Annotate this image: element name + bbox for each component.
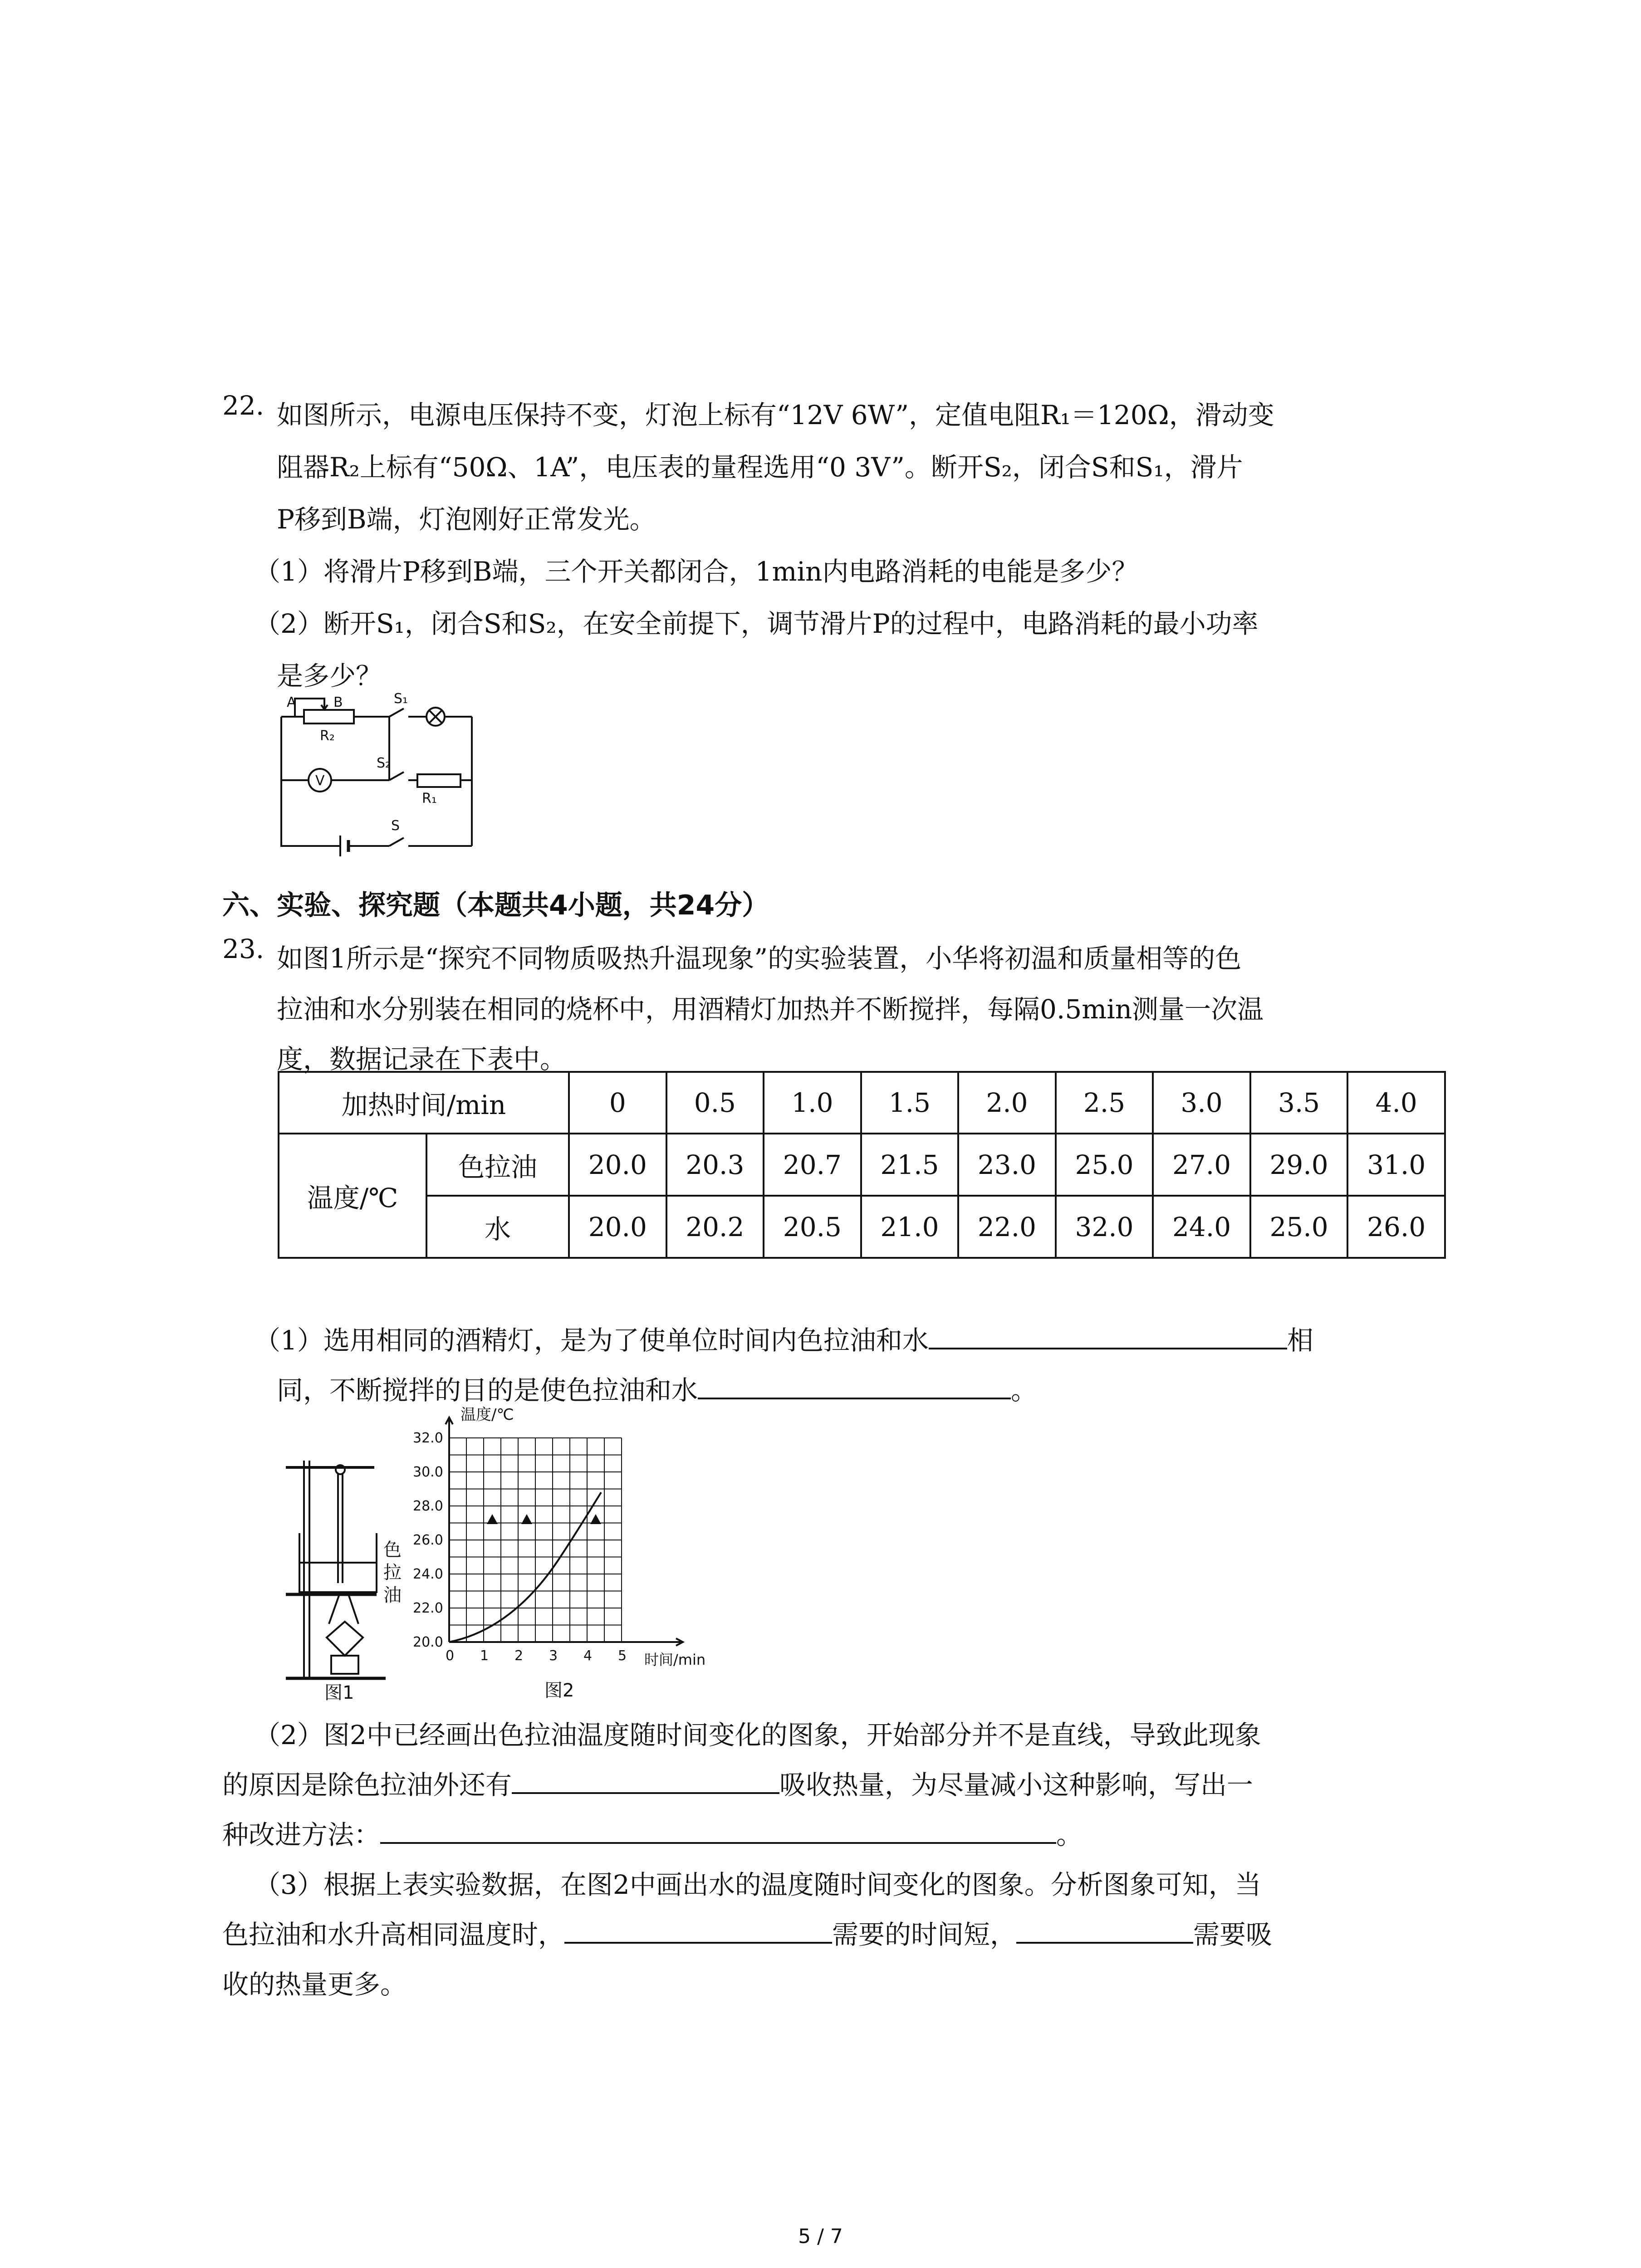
sub-question-2: （2）图2中已经画出色拉油温度随时间变化的图象，开始部分并不是直线，导致此现象: [254, 1720, 1261, 1750]
sub-question-2-cont: [222, 1810, 1447, 1860]
table-cell: 1.0: [764, 1072, 861, 1134]
table-cell: 4.0: [1347, 1072, 1445, 1134]
y-tick-label: 24.0: [413, 1566, 443, 1582]
table-cell: 23.0: [958, 1134, 1056, 1196]
sub-question-text: 。: [1056, 1819, 1083, 1850]
table-cell: 20.0: [569, 1196, 666, 1258]
figure-1-apparatus: [277, 1442, 413, 1701]
triangle-marker: [590, 1514, 601, 1524]
label-r1: R₁: [422, 791, 437, 807]
sub-question-text: 种改进方法：: [222, 1819, 381, 1850]
y-tick-label: 22.0: [413, 1600, 443, 1616]
x-axis-label: 时间/min: [644, 1651, 706, 1668]
table-cell: 25.0: [1056, 1134, 1153, 1196]
liquid-label: 油: [383, 1585, 402, 1606]
answer-blank[interactable]: [698, 1366, 1011, 1399]
answer-blank[interactable]: [380, 1810, 1056, 1844]
answer-blank[interactable]: [564, 1910, 832, 1944]
sub-question-1: （1）将滑片P移到B端，三个开关都闭合，1min内电路消耗的电能是多少？: [254, 556, 1138, 587]
question-text: 拉油和水分别装在相同的烧杯中，用酒精灯加热并不断搅拌，每隔0.5min测量一次温: [277, 994, 1264, 1025]
table-cell: 24.0: [1153, 1196, 1250, 1258]
section-title: 六、实验、探究题（本题共4小题，共24分）: [222, 890, 769, 921]
sub-question-text: 。: [1011, 1375, 1038, 1406]
y-axis-label: 温度/℃: [460, 1406, 514, 1424]
figure-2-graph: [408, 1406, 735, 1701]
question-text: P移到B端，灯泡刚好正常发光。: [277, 504, 656, 535]
x-tick-label: 5: [618, 1648, 627, 1664]
table-cell: 20.7: [764, 1134, 861, 1196]
label-s: S: [391, 818, 400, 834]
sub-question-text: 吸收热量，为尽量减小这种影响，写出一: [779, 1769, 1254, 1800]
y-tick-label: 32.0: [413, 1430, 443, 1446]
answer-blank[interactable]: [512, 1760, 779, 1794]
sub-question-text: 的原因是除色拉油外还有: [222, 1769, 512, 1800]
x-tick-label: 0: [446, 1648, 455, 1664]
label-v: V: [315, 773, 325, 789]
table-cell: 0: [569, 1072, 666, 1134]
x-tick-label: 1: [480, 1648, 489, 1664]
answer-blank[interactable]: [1016, 1910, 1193, 1944]
circuit-diagram: [272, 689, 490, 862]
label-b: B: [333, 694, 343, 710]
table-cell: 3.5: [1250, 1072, 1348, 1134]
sub-question-3: （3）根据上表实验数据，在图2中画出水的温度随时间变化的图象。分析图象可知，当: [254, 1869, 1261, 1900]
y-tick-label: 28.0: [413, 1498, 443, 1514]
table-temp-label: 温度/℃: [279, 1134, 426, 1258]
table-cell: 20.0: [569, 1134, 666, 1196]
x-tick-label: 2: [514, 1648, 524, 1664]
x-tick-label: 3: [549, 1648, 558, 1664]
table-cell: 20.3: [666, 1134, 764, 1196]
y-tick-label: 30.0: [413, 1464, 443, 1480]
sub-question-2-cont: [222, 1760, 1447, 1810]
label-s1: S₁: [394, 691, 408, 707]
sub-question-2: （2）断开S₁，闭合S和S₂，在安全前提下，调节滑片P的过程中，电路消耗的最小功率: [254, 608, 1259, 639]
triangle-marker: [521, 1514, 532, 1524]
table-header-time: 加热时间/min: [279, 1072, 569, 1134]
table-cell: 21.0: [861, 1196, 959, 1258]
liquid-label: 色: [383, 1540, 402, 1560]
table-cell: 2.5: [1056, 1072, 1153, 1134]
y-tick-label: 20.0: [413, 1634, 443, 1650]
figure-2-label: 图2: [544, 1680, 574, 1701]
answer-blank[interactable]: [929, 1316, 1287, 1349]
liquid-label: 拉: [383, 1562, 402, 1583]
question-text: 如图1所示是“探究不同物质吸热升温现象”的实验装置，小华将初温和质量相等的色: [277, 943, 1242, 974]
table-cell: 27.0: [1153, 1134, 1250, 1196]
label-s2: S₂: [377, 755, 391, 771]
table-cell: 3.0: [1153, 1072, 1250, 1134]
sub-question-1: [254, 1315, 1438, 1365]
question-number: 22.: [222, 390, 265, 421]
sub-question-text: 相: [1287, 1325, 1313, 1356]
sub-question-3-cont: 收的热量更多。: [222, 1969, 407, 2000]
sub-question-text: 需要吸: [1193, 1919, 1273, 1950]
table-cell: 29.0: [1250, 1134, 1348, 1196]
table-cell: 25.0: [1250, 1196, 1348, 1258]
y-tick-label: 26.0: [413, 1532, 443, 1548]
table-cell: 21.5: [861, 1134, 959, 1196]
question-text: 如图所示，电源电压保持不变，灯泡上标有“12V 6W”，定值电阻R₁＝120Ω，滑动变: [277, 400, 1274, 430]
triangle-marker: [487, 1514, 498, 1524]
sub-question-text: 色拉油和水升高相同温度时，: [222, 1919, 565, 1950]
sub-question-text: 同，不断搅拌的目的是使色拉油和水: [277, 1375, 698, 1406]
question-number: 23.: [222, 934, 265, 964]
table-row-label: 水: [426, 1196, 569, 1258]
label-a: A: [287, 694, 296, 710]
table-cell: 2.0: [958, 1072, 1056, 1134]
question-text: 度，数据记录在下表中。: [277, 1044, 567, 1075]
table-cell: 22.0: [958, 1196, 1056, 1258]
figure-1-label: 图1: [324, 1682, 354, 1701]
question-text: 阻器R₂上标有“50Ω、1A”，电压表的量程选用“0 3V”。断开S₂，闭合S和S₁，滑片: [277, 452, 1243, 483]
sub-question-2-cont: 是多少？: [277, 660, 382, 691]
table-cell: 0.5: [666, 1072, 764, 1134]
data-table: [278, 1071, 1446, 1259]
table-cell: 31.0: [1347, 1134, 1445, 1196]
label-r2: R₂: [320, 728, 335, 744]
table-cell: 26.0: [1347, 1196, 1445, 1258]
sub-question-text: （1）选用相同的酒精灯，是为了使单位时间内色拉油和水: [254, 1325, 929, 1356]
sub-question-3-cont: [222, 1910, 1447, 1960]
table-row-label: 色拉油: [426, 1134, 569, 1196]
table-cell: 32.0: [1056, 1196, 1153, 1258]
table-cell: 20.2: [666, 1196, 764, 1258]
table-cell: 20.5: [764, 1196, 861, 1258]
page-number: 5 / 7: [798, 2225, 843, 2248]
sub-question-text: 需要的时间短，: [832, 1919, 1017, 1950]
table-cell: 1.5: [861, 1072, 959, 1134]
x-tick-label: 4: [583, 1648, 593, 1664]
